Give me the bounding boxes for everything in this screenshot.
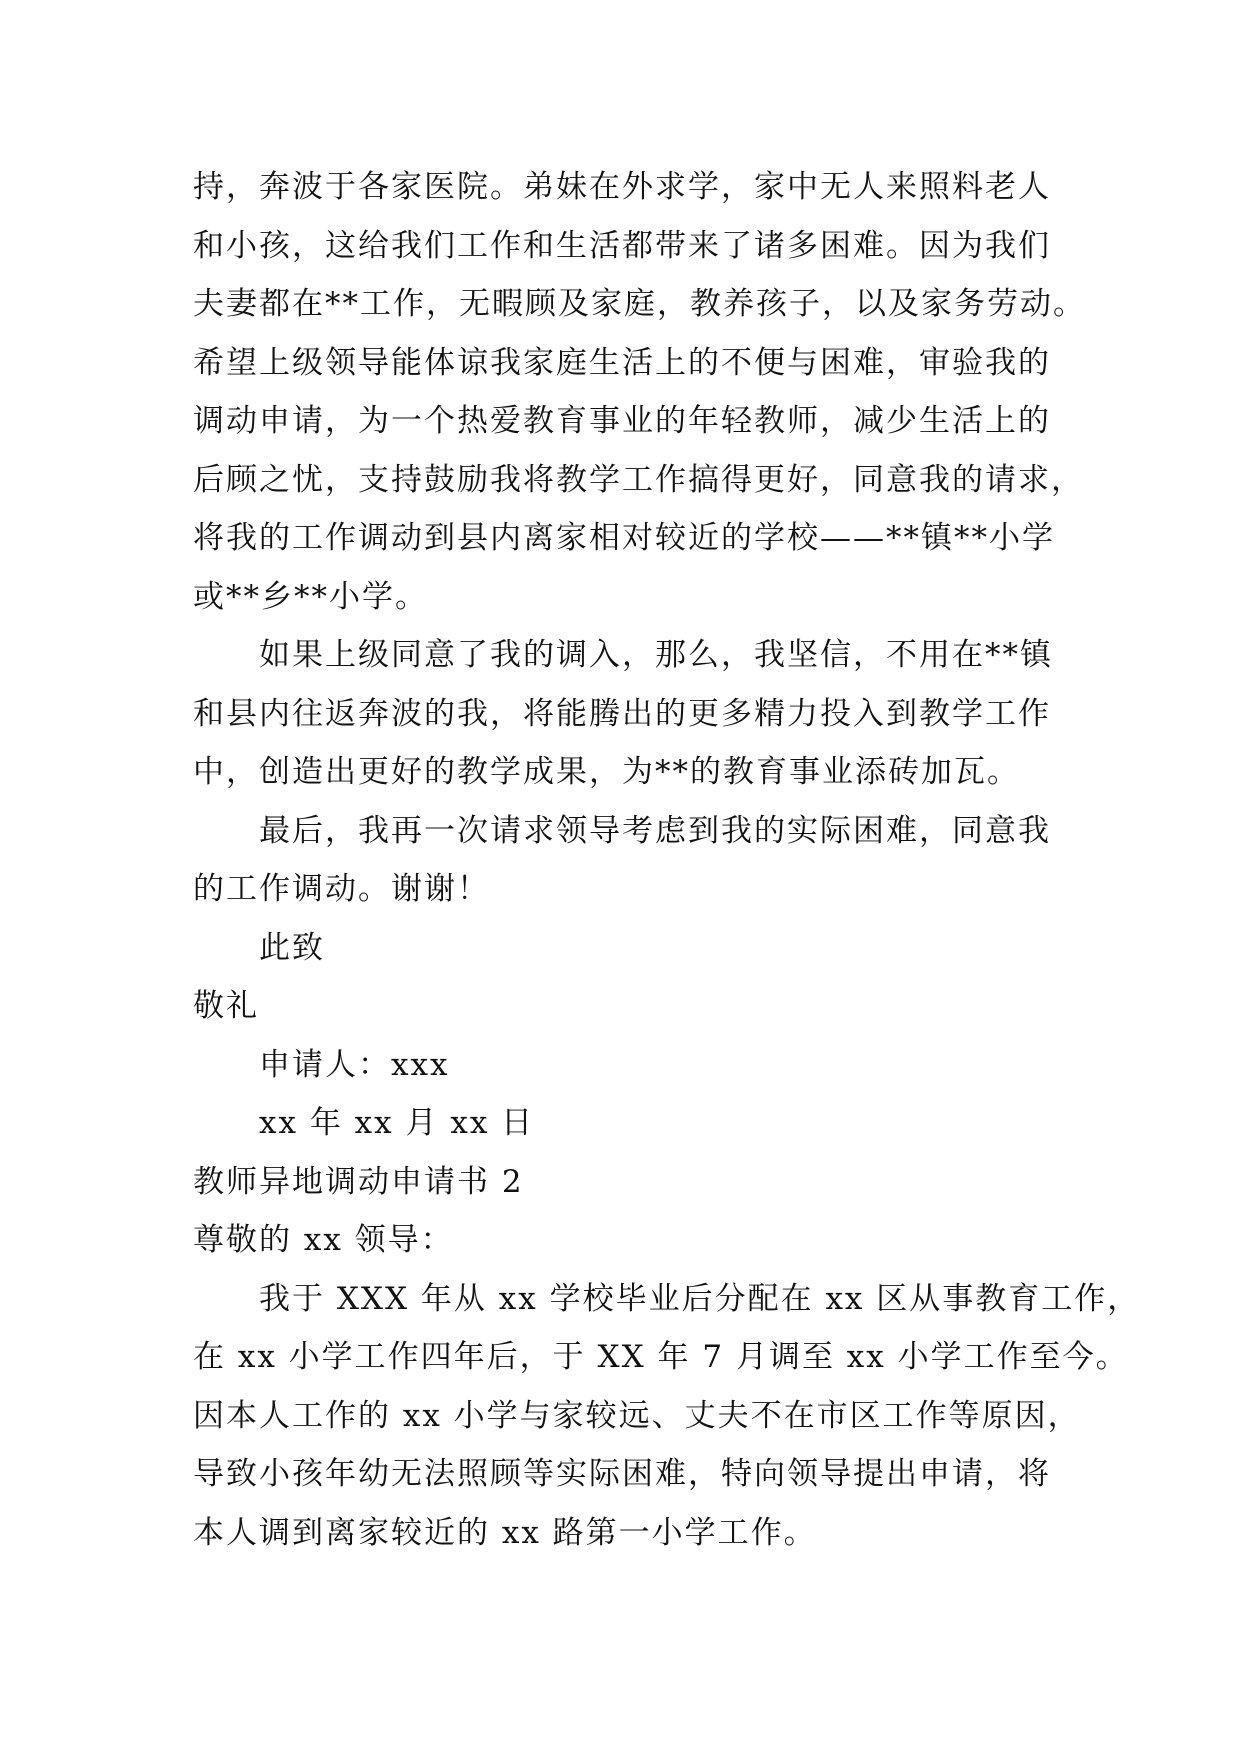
body-line: 导致小孩年幼无法照顾等实际困难，特向领导提出申请，将 [193, 1456, 1051, 1492]
body-line: 调动申请，为一个热爱教育事业的年轻教师，减少生活上的 [193, 403, 1051, 439]
body-line: 在 xx 小学工作四年后，于 XX 年 7 月调至 xx 小学工作至今。 [193, 1339, 1129, 1375]
paragraph-start-line: 如果上级同意了我的调入，那么，我坚信，不用在**镇 [259, 637, 1053, 673]
document-body [193, 158, 1141, 1562]
body-line: 和县内往返奔波的我，将能腾出的更多精力投入到教学工作 [193, 695, 1051, 732]
signature-date: xx 年 xx 月 xx 日 [259, 1105, 535, 1141]
body-line: 中，创造出更好的教学成果，为**的教育事业添砖加瓦。 [193, 754, 1020, 790]
body-line: 后顾之忧，支持鼓励我将教学工作搞得更好，同意我的请求， [193, 461, 1084, 498]
closing-respect: 敬礼 [193, 988, 259, 1024]
body-line: 的工作调动。谢谢！ [193, 871, 490, 907]
body-line: 本人调到离家较近的 xx 路第一小学工作。 [193, 1514, 817, 1551]
body-line: 将我的工作调动到县内离家相对较近的学校——**镇**小学 [193, 520, 1055, 556]
closing-salutation: 此致 [259, 929, 325, 966]
body-line: 或**乡**小学。 [193, 578, 428, 615]
body-line: 希望上级领导能体谅我家庭生活上的不便与困难，审验我的 [193, 344, 1051, 381]
greeting: 尊敬的 xx 领导： [193, 1222, 454, 1258]
body-line: 夫妻都在**工作，无暇顾及家庭，教养孩子，以及家务劳动。 [193, 286, 1086, 322]
paragraph-start-line: 最后，我再一次请求领导考虑到我的实际困难，同意我 [259, 812, 1051, 849]
section-title: 教师异地调动申请书 2 [193, 1163, 524, 1200]
applicant-signature: 申请人：xxx [259, 1046, 450, 1083]
body-line: 和小孩，这给我们工作和生活都带来了诸多困难。因为我们 [193, 227, 1051, 264]
paragraph-start-line: 我于 XXX 年从 xx 学校毕业后分配在 xx 区从事教育工作， [259, 1280, 1141, 1317]
body-line: 因本人工作的 xx 小学与家较远、丈夫不在市区工作等原因， [193, 1397, 1081, 1434]
body-line: 持，奔波于各家医院。弟妹在外求学，家中无人来照料老人 [193, 169, 1051, 205]
